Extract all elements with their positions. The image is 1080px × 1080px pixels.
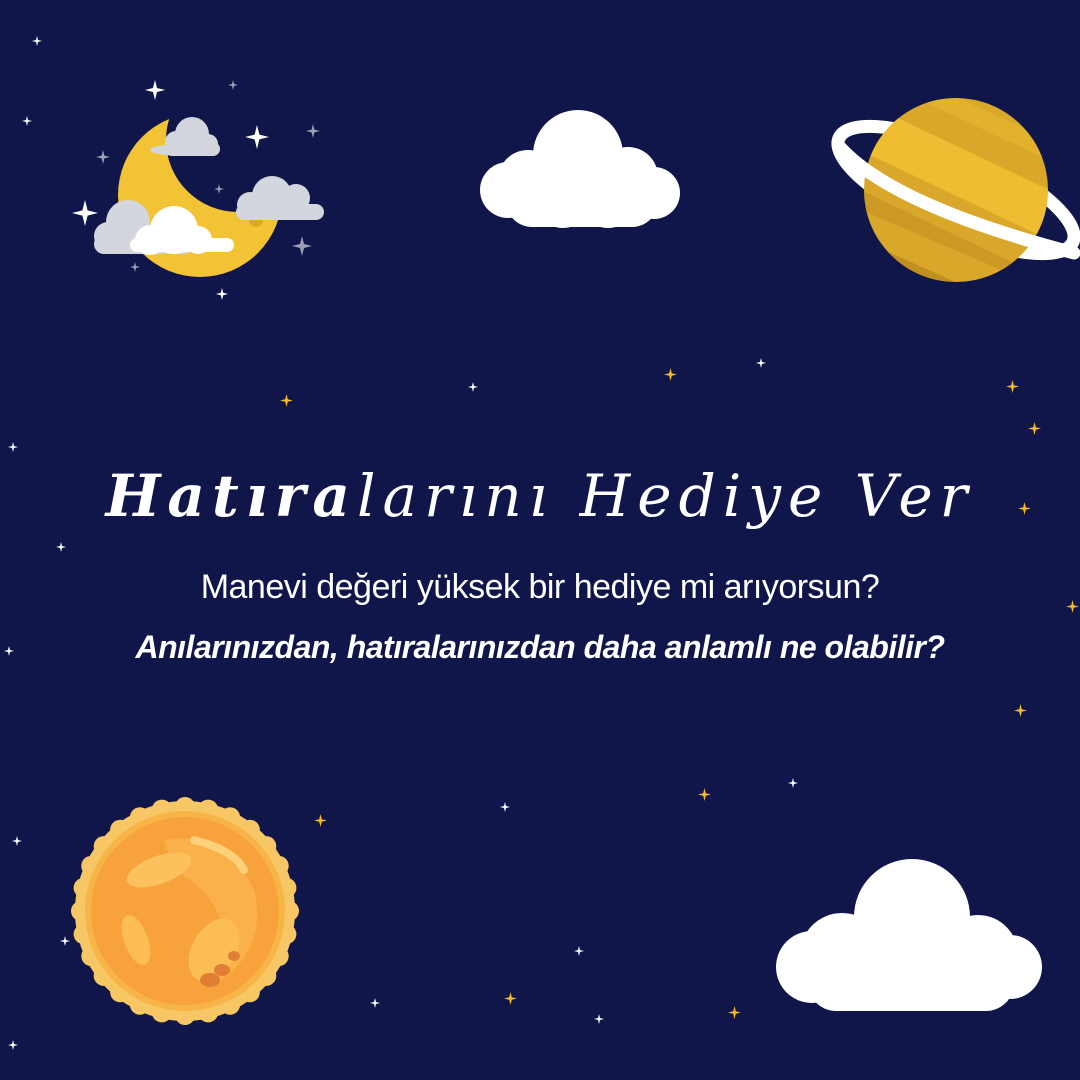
star-icon [1006, 380, 1019, 393]
star-icon [756, 358, 766, 368]
star-icon [788, 778, 798, 788]
star-icon [96, 150, 110, 164]
star-icon [56, 542, 66, 552]
cloud-icon [478, 105, 684, 230]
star-icon [8, 442, 18, 452]
star-icon [574, 946, 584, 956]
star-icon [1014, 704, 1027, 717]
page-title [0, 462, 1080, 532]
planet-icon [830, 95, 1080, 290]
cloud-icon [772, 855, 1044, 1015]
star-icon [594, 1014, 604, 1024]
star-icon [1028, 422, 1041, 435]
star-icon [292, 236, 312, 256]
star-icon [306, 124, 320, 138]
star-icon [60, 936, 70, 946]
star-icon [245, 125, 269, 149]
star-icon [216, 288, 228, 300]
title-bold-part: Hatıra [105, 462, 357, 530]
star-icon [504, 992, 517, 1005]
star-icon [145, 80, 165, 100]
title-light-part: larını Hediye Ver [356, 462, 975, 530]
subtitle: Manevi değeri yüksek bir hediye mi arıyorsun? [200, 568, 880, 606]
star-icon [280, 394, 293, 407]
star-icon [72, 200, 98, 226]
star-icon [698, 788, 711, 801]
sun-icon [74, 800, 296, 1022]
star-icon [370, 998, 380, 1008]
star-icon [32, 36, 42, 46]
star-icon [228, 80, 238, 90]
star-icon [12, 836, 22, 846]
star-icon [314, 814, 327, 827]
star-icon [130, 262, 140, 272]
star-icon [468, 382, 478, 392]
star-icon [500, 802, 510, 812]
star-icon [4, 646, 14, 656]
star-icon [8, 1040, 18, 1050]
moon-with-clouds-icon [60, 70, 340, 300]
star-icon [22, 116, 32, 126]
star-icon [214, 184, 224, 194]
star-icon [728, 1006, 741, 1019]
question-text: Anılarınızdan, hatıralarınızdan daha anlamlı ne olabilir? [135, 629, 945, 665]
star-icon [664, 368, 677, 381]
